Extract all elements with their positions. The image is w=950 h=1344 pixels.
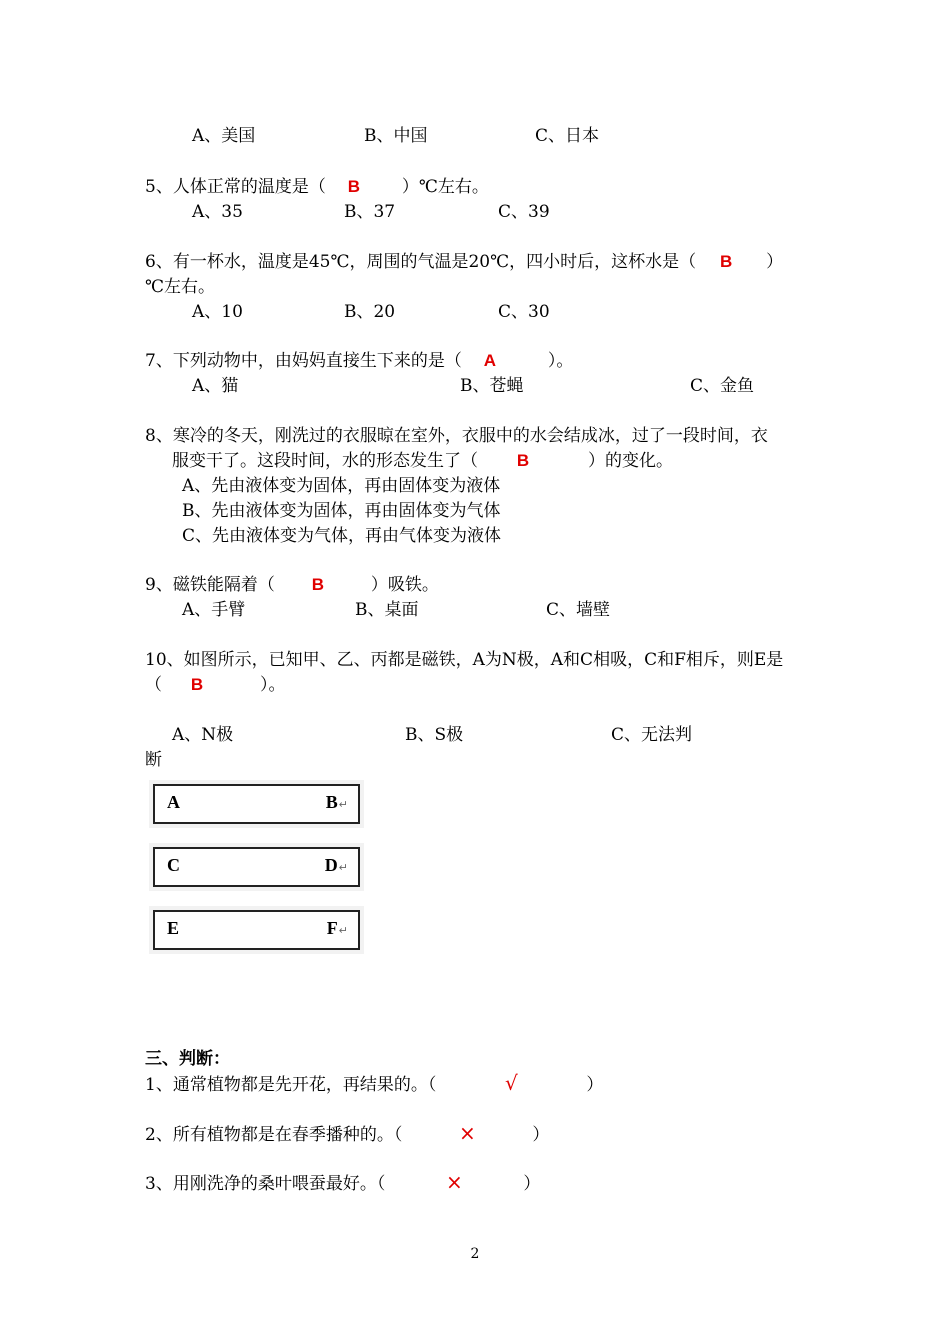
q7-option-c: C、金鱼 [690, 376, 755, 396]
q10-option-c: C、无法判 [611, 725, 693, 745]
q7-answer: A [483, 351, 496, 370]
q5-answer: B [347, 177, 360, 196]
q8-option-b: B、先由液体变为固体，再由固体变为气体 [182, 501, 501, 521]
section3-title: 三、判断： [145, 1049, 230, 1069]
q6-stem: 6、有一杯水，温度是45℃，周围的气温是20℃，四小时后，这杯水是（ B ） [145, 252, 784, 272]
tf-item-3: 3、用刚洗净的桑叶喂蚕最好。（ × ） [145, 1170, 541, 1194]
q4-option-a: A、美国 [192, 126, 256, 146]
q8-answer: B [516, 451, 530, 470]
q9-option-b: B、桌面 [355, 600, 419, 620]
magnet-2-left-pole: C [167, 855, 180, 875]
q9-stem: 9、磁铁能隔着（ B ）吸铁。 [145, 575, 439, 595]
q7-option-b: B、苍蝇 [460, 376, 524, 396]
q10-option-c-continued: 断 [145, 750, 162, 770]
q8-option-a: A、先由液体变为固体，再由固体变为液体 [182, 476, 501, 496]
q8-option-c: C、先由液体变为气体，再由气体变为液体 [182, 526, 502, 546]
q6-option-c: C、30 [498, 302, 550, 322]
check-mark-icon: √ [504, 1071, 518, 1095]
q5-option-b: B、37 [344, 202, 396, 222]
paragraph-mark-icon: ↵ [338, 862, 348, 874]
q5-option-c: C、39 [498, 202, 550, 222]
q8-stem-line2: 服变干了。这段时间，水的形态发生了（ B ）的变化。 [172, 451, 673, 471]
magnet-3-right-pole: F↵ [326, 918, 348, 938]
q6-option-a: A、10 [192, 302, 243, 322]
q4-option-c: C、日本 [535, 126, 600, 146]
paragraph-mark-icon: ↵ [338, 799, 348, 811]
q9-answer: B [311, 575, 324, 594]
magnet-3 [153, 910, 360, 950]
q10-stem-line1: 10、如图所示，已知甲、乙、丙都是磁铁，A为N极，A和C相吸，C和F相斥，则E是 [145, 650, 784, 670]
q10-option-a: A、N极 [172, 725, 234, 745]
q9-option-c: C、墙壁 [546, 600, 611, 620]
q10-stem-line2: （ B ）。 [145, 675, 286, 695]
q8-stem-line1: 8、寒冷的冬天，刚洗过的衣服晾在室外，衣服中的水会结成冰，过了一段时间，衣 [145, 426, 768, 446]
q6-stem-line2: ℃左右。 [145, 277, 216, 297]
q5-stem: 5、人体正常的温度是（ B ）℃左右。 [145, 177, 489, 197]
q7-option-a: A、猫 [192, 376, 239, 396]
magnet-2-right-pole: D↵ [324, 855, 348, 875]
q5-option-a: A、35 [192, 202, 243, 222]
cross-mark-icon: × [458, 1121, 476, 1145]
q6-answer: B [719, 252, 733, 271]
q7-stem: 7、下列动物中，由妈妈直接生下来的是（ A ）。 [145, 351, 574, 371]
q10-answer: B [190, 675, 204, 694]
page-number: 2 [470, 1246, 480, 1262]
q9-option-a: A、手臂 [182, 600, 246, 620]
q4-option-b: B、中国 [364, 126, 428, 146]
tf-item-2: 2、所有植物都是在春季播种的。（ × ） [145, 1121, 550, 1145]
q6-option-b: B、20 [344, 302, 396, 322]
paragraph-mark-icon: ↵ [338, 925, 348, 937]
cross-mark-icon: × [445, 1170, 463, 1194]
magnet-2 [153, 847, 360, 887]
tf-item-1: 1、通常植物都是先开花，再结果的。（ √ ） [145, 1071, 604, 1095]
q10-option-b: B、S极 [405, 725, 464, 745]
magnet-1 [153, 784, 360, 824]
magnet-1-right-pole: B↵ [325, 792, 348, 812]
magnet-1-left-pole: A [167, 792, 180, 812]
magnet-3-left-pole: E [167, 918, 180, 938]
